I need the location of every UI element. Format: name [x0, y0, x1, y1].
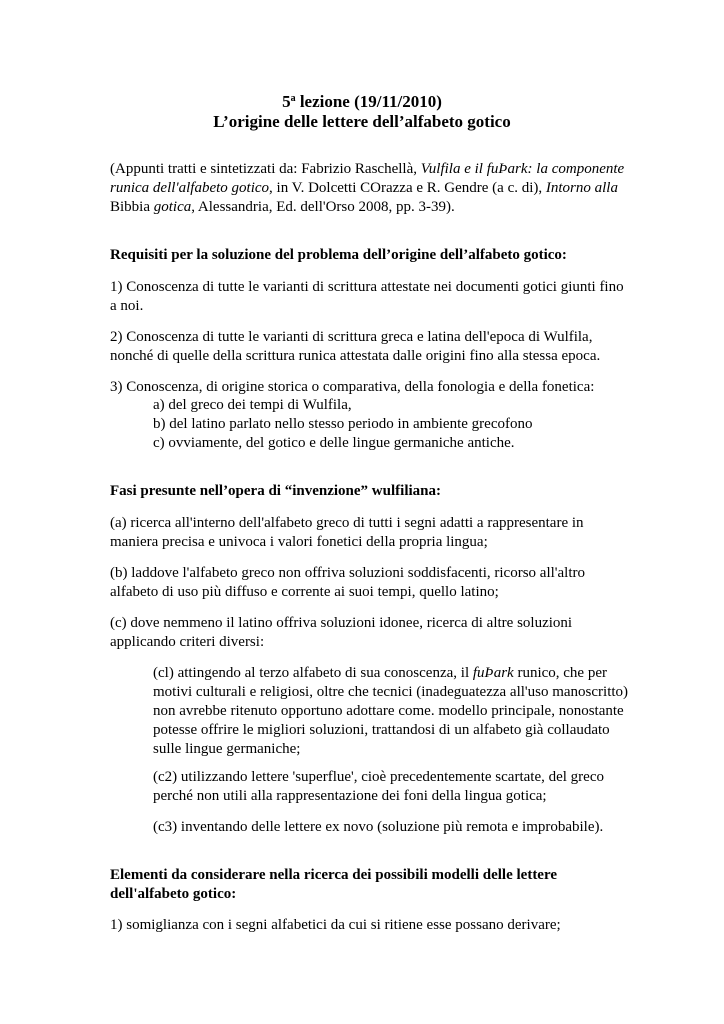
requirement-item-2: 2) Conoscenza di tutte le varianti di scrittura greca e latina dell'epoca di Wulfila, nonché di quelle della scrittura runica attestata dalle origini fino alla stessa epoca. — [110, 329, 601, 364]
source-note: (Appunti tratti e sintetizzati da: Fabrizio Raschellà, Vulfila e il fuÞark: la componente runica dell'alfabeto gotico, in V. Dolcetti COrazza e R. Gendre (a c. di), Intorno alla Bibbia gotica, Alessandria, Ed. dell'Orso 2008, pp. 3-39). — [110, 161, 625, 215]
phase-subitem-c2: (c2) utilizzando lettere 'superflue', cioè precedentemente scartate, del greco perché non utili alla rappresentazione dei foni della lingua gotica; — [153, 769, 604, 804]
sublist-item-b: b) del latino parlato nello stesso periodo in ambiente grecofono — [153, 416, 533, 432]
requirement-item-1: 1) Conoscenza di tutte le varianti di scrittura attestate nei documenti gotici giunti fino a noi. — [110, 279, 624, 314]
phase-item-b: (b) laddove l'alfabeto greco non offriva soluzioni soddisfacenti, ricorso all'altro alfabeto di uso più diffuso e corrente ai suoi tempi, quello latino; — [110, 565, 585, 600]
section-heading-requirements: Requisiti per la soluzione del problema dell’origine dell’alfabeto gotico: — [110, 247, 567, 263]
phase-item-c: (c) dove nemmeno il latino offriva soluzioni idonee, ricerca di altre soluzioni applicando criteri diversi: — [110, 615, 573, 650]
phase-subitem-c3: (c3) inventando delle lettere ex novo (soluzione più remota e improbabile). — [153, 819, 604, 835]
section-heading-elements: Elementi da considerare nella ricerca dei possibili modelli delle lettere dell'alfabeto gotico: — [110, 867, 558, 902]
requirement-item-3: 3) Conoscenza, di origine storica o comparativa, della fonologia e della fonetica: — [110, 379, 595, 395]
sublist-item-c: c) ovviamente, del gotico e delle lingue germaniche antiche. — [153, 435, 515, 451]
requirement-sublist — [153, 396, 623, 453]
lesson-subtitle: L’origine delle lettere dell’alfabeto gotico — [213, 112, 511, 131]
phase-subitem-c1: (cl) attingendo al terzo alfabeto di sua conoscenza, il fuÞark runico, che per motivi culturali e religiosi, oltre che tecnici (inadeguatezza all'uso manoscritto) non avrebbe ritenuto opportuno adottare come. modello principale, nonostante potesse offrire le migliori soluzioni, trattandosi di un alfabeto già collaudato sulle lingue germaniche; — [153, 665, 629, 757]
element-item-1: 1) somiglianza con i segni alfabetici da cui si ritiene esse possano derivare; — [110, 917, 561, 933]
title-superscript: a — [290, 93, 296, 104]
lesson-title: 5$^a$ lezione (19/11/2010) — [282, 92, 442, 111]
section-heading-phases: Fasi presunte nell’opera di “invenzione” wulfiliana: — [110, 483, 441, 499]
sublist-item-a: a) del greco dei tempi di Wulfila, — [153, 397, 352, 413]
phase-item-a: (a) ricerca all'interno dell'alfabeto greco di tutti i segni adatti a rappresentare in maniera precisa e univoca i valori fonetici della propria lingua; — [110, 515, 584, 550]
